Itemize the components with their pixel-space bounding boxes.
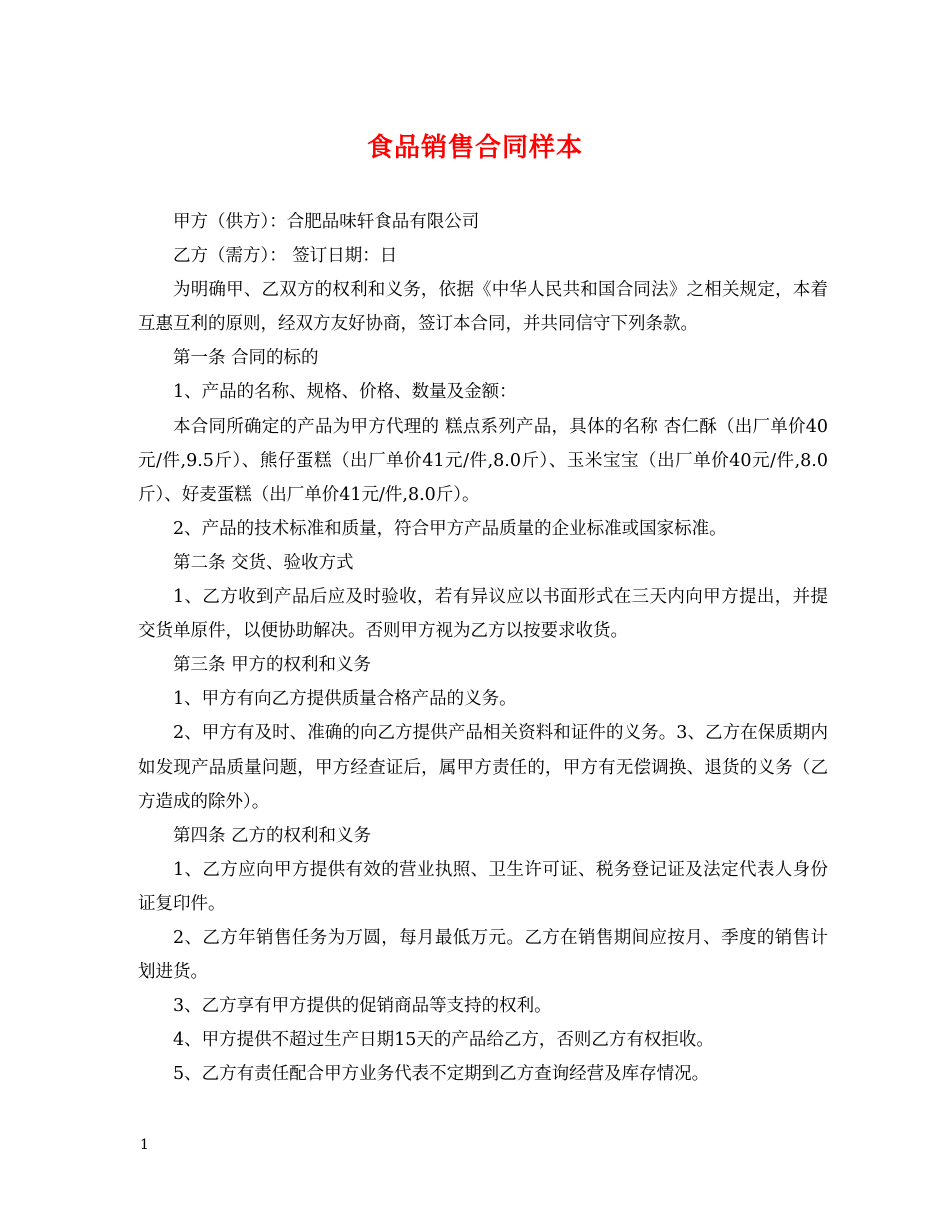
- article-3-item-1: 1、甲方有向乙方提供质量合格产品的义务。: [173, 689, 517, 710]
- article-1-item-1: 1、产品的名称、规格、价格、数量及金额：: [173, 382, 517, 403]
- article-4-item-2: 2、乙方年销售任务为万圆，每月最低万元。乙方在销售期间应按月、季度的销售计划进货。: [138, 927, 828, 983]
- article-3-heading: 第三条 甲方的权利和义务: [173, 655, 372, 676]
- party-b-line: 乙方（需方）： 签订日期：日: [173, 246, 398, 267]
- party-a-line: 甲方（供方）：合肥品味轩食品有限公司: [173, 212, 480, 232]
- document-title: 食品销售合同样本: [366, 133, 583, 163]
- article-2-heading: 第二条 交货、验收方式: [173, 552, 354, 573]
- product-list-paragraph: 本合同所确定的产品为甲方代理的 糕点系列产品，具体的名称 杏仁酥（出厂单价40元/件,9.5斤）、熊仔蛋糕（出厂单价41元/件,8.0斤）、玉米宝宝（出厂单价40元/件,8.0斤）、好麦蛋糕（出厂单价41元/件,8.0斤）。: [138, 416, 828, 505]
- article-4-heading: 第四条 乙方的权利和义务: [173, 825, 372, 846]
- article-3-item-2: 2、甲方有及时、准确的向乙方提供产品相关资料和证件的义务。3、乙方在保质期内如发现产品质量问题，甲方经查证后，属甲方责任的，甲方有无偿调换、退货的义务（乙方造成的除外）。: [138, 723, 828, 812]
- preamble-paragraph: 为明确甲、乙双方的权利和义务，依据《中华人民共和国合同法》之相关规定，本着互惠互利的原则，经双方友好协商，签订本合同，并共同信守下列条款。: [138, 280, 828, 335]
- page-number: 1: [140, 1137, 149, 1153]
- article-4-item-4: 4、甲方提供不超过生产日期15天的产品给乙方，否则乙方有权拒收。: [173, 1030, 714, 1051]
- article-2-item-1: 1、乙方收到产品后应及时验收，若有异议应以书面形式在三天内向甲方提出，并提交货单原件，以便协助解决。否则甲方视为乙方以按要求收货。: [138, 587, 828, 642]
- article-1-heading: 第一条 合同的标的: [173, 348, 319, 369]
- article-4-item-3: 3、乙方享有甲方提供的促销商品等支持的权利。: [173, 996, 552, 1017]
- document-body: [138, 205, 828, 1091]
- article-1-item-2: 2、产品的技术标准和质量，符合甲方产品质量的企业标准或国家标准。: [173, 518, 727, 539]
- article-4-item-1: 1、乙方应向甲方提供有效的营业执照、卫生许可证、税务登记证及法定代表人身份证复印件。: [138, 859, 828, 914]
- article-4-item-5: 5、乙方有责任配合甲方业务代表不定期到乙方查询经营及库存情况。: [173, 1064, 710, 1085]
